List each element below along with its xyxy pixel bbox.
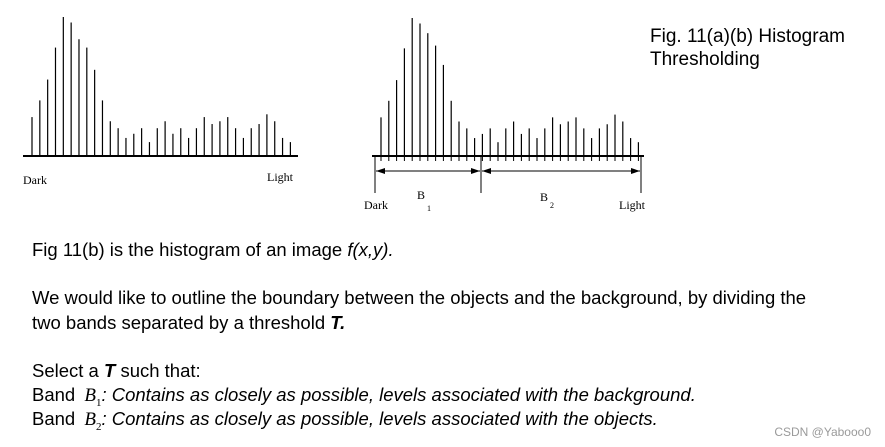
band-b2-symbol-letter: B — [84, 409, 96, 430]
paragraph-goal-line2 — [32, 311, 345, 335]
histogram-a-light-label: Light — [267, 170, 293, 184]
image-function: f(x,y). — [347, 239, 394, 260]
paragraph-goal-text: two bands separated by a threshold — [32, 312, 331, 333]
band-b2-arrow — [482, 168, 640, 174]
paragraph-select-threshold — [32, 359, 201, 383]
band-b1-arrow — [376, 168, 480, 174]
band-b2-definition — [32, 407, 658, 439]
band-b2-description: : Contains as closely as possible, levels associated with the objects. — [101, 408, 658, 429]
band-b1-symbol — [84, 385, 102, 409]
band-b1-letter: B — [417, 188, 426, 202]
paragraph-histogram-text: Fig 11(b) is the histogram of an image — [32, 239, 348, 260]
histogram-b-bars — [381, 18, 638, 156]
band-b1-symbol-subscript: 1 — [95, 396, 102, 409]
band-b2-letter: B — [540, 190, 549, 204]
threshold-symbol: T. — [330, 312, 346, 333]
histogram-b — [364, 18, 646, 213]
histogram-b-dark-label: Dark — [364, 198, 388, 212]
figure-caption-line2: Thresholding — [650, 49, 760, 70]
select-text-b: such that: — [115, 360, 201, 381]
paragraph-goal-line1: We would like to outline the boundary between the objects and the background, by dividing the — [32, 287, 807, 308]
band-b2-symbol-subscript: 2 — [95, 420, 102, 433]
histogram-a-dark-label: Dark — [23, 173, 47, 187]
band-word-2: Band — [32, 408, 76, 429]
band-word-1: Band — [32, 384, 76, 405]
band-b2-symbol — [84, 409, 102, 433]
paragraph-histogram-description — [32, 238, 394, 262]
watermark: CSDN @Yabooo0 — [774, 425, 871, 439]
figure-caption-line1: Fig. 11(a)(b) Histogram — [650, 26, 845, 47]
band-b2-subscript: 2 — [550, 201, 554, 210]
threshold-symbol-select: T — [104, 360, 116, 381]
band-b1-symbol-letter: B — [84, 385, 96, 406]
band-b1-subscript: 1 — [427, 204, 431, 213]
histogram-a-bars — [32, 17, 290, 156]
histogram-b-light-label: Light — [619, 198, 645, 212]
histogram-a — [23, 17, 298, 187]
select-text-a: Select a — [32, 360, 104, 381]
band-b1-description: : Contains as closely as possible, levels associated with the background. — [101, 384, 696, 405]
